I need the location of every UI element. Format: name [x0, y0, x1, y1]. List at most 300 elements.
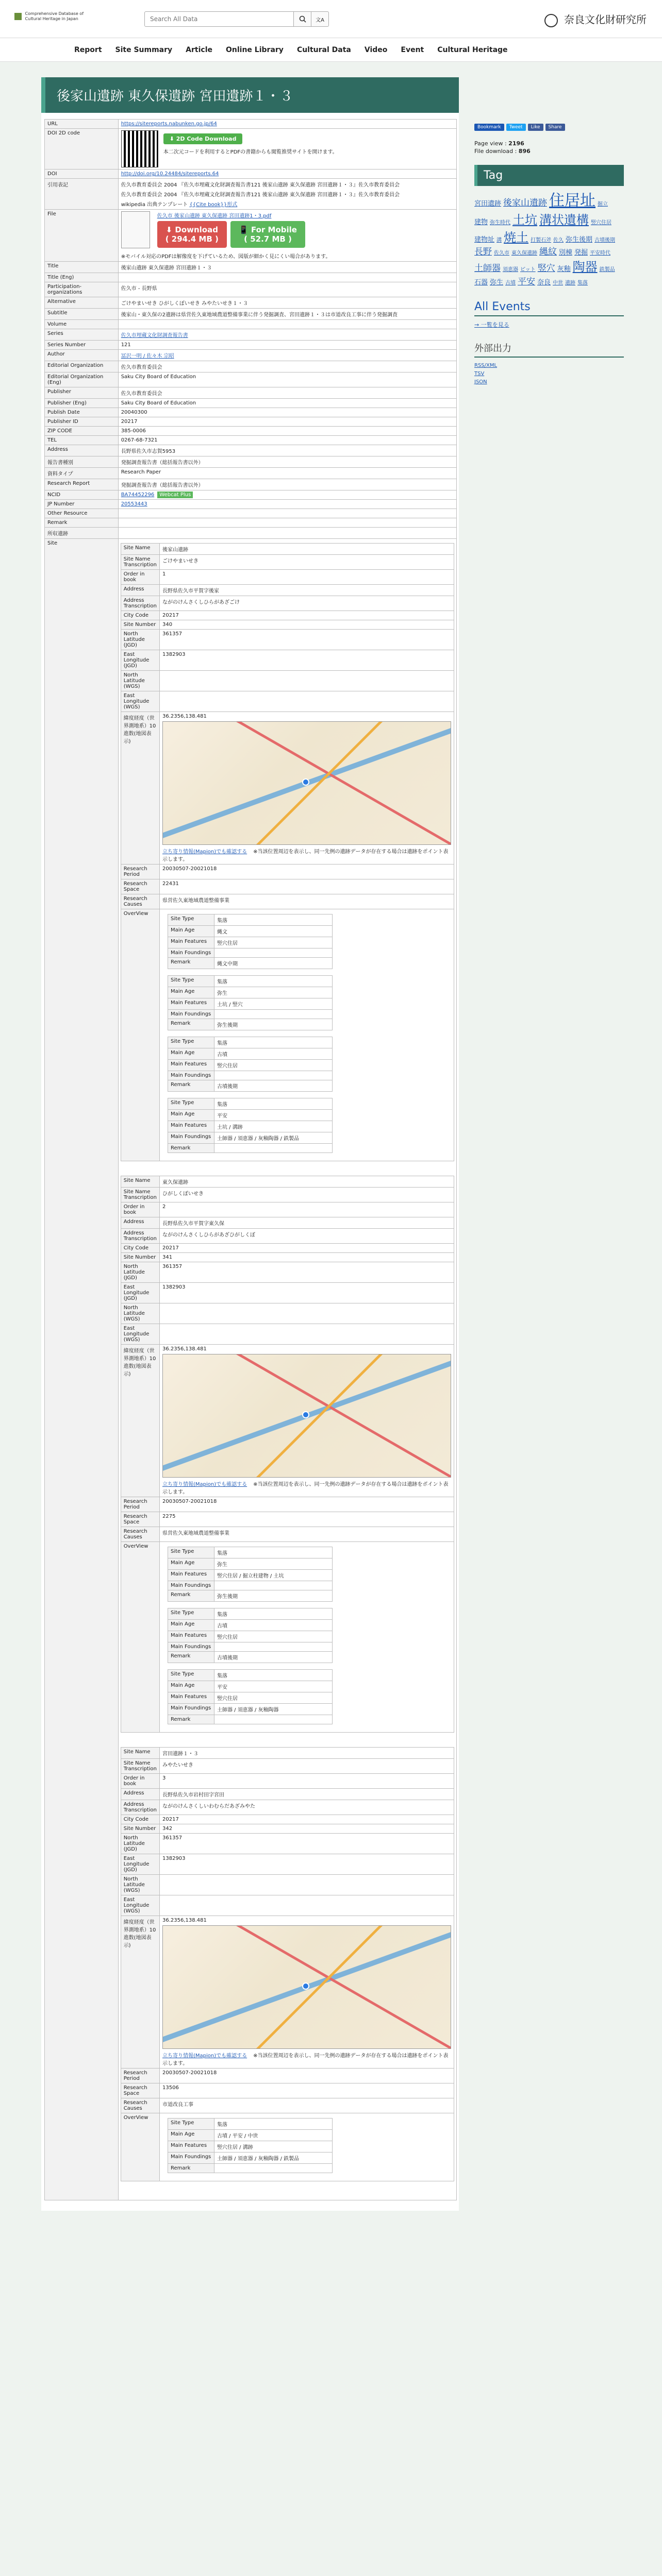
site-field-row — [121, 1875, 454, 1895]
meta-row — [45, 468, 457, 479]
tag-link[interactable]: 鉄製品 — [599, 266, 615, 273]
search-icon — [299, 15, 306, 23]
meta-key: Subtitle — [45, 309, 119, 320]
site-field-key: East Longitude (WGS) — [121, 691, 159, 712]
mobile-label: For Mobile — [251, 225, 297, 234]
site-field-row — [168, 926, 333, 937]
map-note: ※当該位置周辺を表示し、同一先例の遺跡データが存在する場合は遺跡をポイント表示します。 — [162, 2053, 449, 2066]
site-field-row — [168, 1110, 333, 1121]
site-field-key: Main Foundings — [168, 1132, 214, 1144]
site-field-key: Site Type — [168, 1547, 214, 1558]
wikipedia-template-link[interactable]: {{Cite book}}形式 — [189, 202, 238, 208]
site-logo-line2: Cultural Heritage in Japan — [25, 16, 78, 21]
tag-link[interactable]: 別棟 — [559, 249, 573, 257]
site-logo[interactable] — [14, 11, 84, 22]
meta-key: 所収遺跡 — [45, 528, 119, 539]
language-icon: 文A — [316, 17, 324, 23]
page-view-stat — [474, 140, 624, 147]
site-field-key: Site Name Transcription — [121, 555, 159, 570]
site-field-key: Main Foundings — [168, 1581, 214, 1590]
site-field-value: 集落 — [214, 976, 333, 987]
events-list-link[interactable]: → 一覧を見る — [474, 321, 509, 329]
site-field-key: Remark — [168, 1590, 214, 1602]
site-field-key: Address — [121, 1789, 159, 1800]
site-field-key: North Latitude (WGS) — [121, 1875, 159, 1895]
site-field-row — [121, 894, 454, 909]
site-field-value: 竪穴住居 — [214, 1060, 333, 1071]
site-field-key: Main Foundings — [168, 1704, 214, 1715]
site-field-value: みやたいせき — [160, 1759, 454, 1774]
download-button[interactable] — [157, 221, 227, 248]
site-field-row — [168, 1037, 333, 1048]
site-field-value: 1382903 — [160, 650, 454, 671]
file-download-stat — [474, 148, 624, 155]
site-field-key: Site Name — [121, 1748, 159, 1759]
meta-row-site — [45, 539, 457, 2200]
sns-button-bookmark[interactable]: Bookmark — [474, 124, 504, 131]
site-field-value: ながのけんさくしひらがあざひがしくぼ — [160, 1229, 454, 1244]
tag-link[interactable]: ピット — [520, 266, 536, 273]
search-button[interactable] — [294, 11, 311, 27]
sns-button-like[interactable]: Like — [528, 124, 543, 131]
site-map[interactable] — [162, 1925, 451, 2049]
meta-value: 後家山遺跡 東久保遺跡 宮田遺跡１・３ — [121, 265, 212, 271]
nav-item-site-summary[interactable]: Site Summary — [115, 45, 173, 54]
meta-value-link[interactable]: 20553443 — [121, 501, 147, 507]
map-pin-icon — [302, 1411, 309, 1418]
site-field-value — [214, 1010, 333, 1019]
site-overview-row — [121, 2113, 454, 2181]
meta-row — [45, 350, 457, 361]
meta-row — [45, 309, 457, 320]
site-field-key: OverView — [121, 2113, 159, 2181]
mapion-link[interactable]: 立ち寄り情報(Mapion)でも確認する — [162, 1482, 247, 1487]
pdf-file-link[interactable]: 佐久市 後家山遺跡 東久保遺跡 宮田遺跡1・3.pdf — [157, 213, 272, 219]
nav-item-cultural-heritage[interactable]: Cultural Heritage — [437, 45, 508, 54]
site-field-key: Site Name Transcription — [121, 1188, 159, 1202]
site-field-key: Main Features — [168, 1060, 214, 1071]
site-field-value — [214, 1144, 333, 1153]
meta-row-url — [45, 120, 457, 129]
report-metadata-table — [44, 119, 457, 2200]
institution-name: 奈良文化財研究所 — [564, 13, 647, 26]
site-field-value: 集落 — [214, 1608, 333, 1620]
site-field-row — [121, 1497, 454, 1512]
map-pin-icon — [302, 1982, 309, 1990]
site-field-row — [121, 1217, 454, 1229]
institution-seal-icon — [544, 14, 558, 27]
site-field-row — [121, 1834, 454, 1854]
nav-item-event[interactable]: Event — [401, 45, 424, 54]
meta-key: Publisher ID — [45, 417, 119, 427]
site-field-value: 竪穴住居 / 掘立柱建物 / 土坑 — [214, 1570, 333, 1581]
citation-text-2: 佐久市教育委員会 2004 『佐久市埋蔵文化財調査報告書121 後家山遺跡 東久保遺跡 宮田遺跡１・３』佐久市教育委員会 — [121, 192, 400, 198]
tag-link[interactable]: 弥生時代 — [490, 220, 511, 226]
tag-link[interactable]: 佐久 — [553, 237, 564, 243]
meta-row — [45, 273, 457, 282]
search-input[interactable] — [144, 11, 294, 27]
site-field-key: Remark — [168, 1715, 214, 1724]
meta-value-cell — [118, 436, 456, 445]
meta-value: 121 — [121, 342, 131, 348]
events-heading[interactable]: All Events — [474, 300, 624, 316]
meta-key: DOI 2D code — [45, 129, 119, 170]
site-field-key: Main Foundings — [168, 1010, 214, 1019]
meta-value-link[interactable]: 冨沢一明 / 佐々木 宗昭 — [121, 353, 174, 359]
site-field-row — [121, 1895, 454, 1916]
nav-item-article[interactable]: Article — [186, 45, 212, 54]
site-field-value — [160, 1875, 454, 1895]
site-field-key: Research Space — [121, 2083, 159, 2098]
tag-link[interactable]: 奈良 — [537, 278, 551, 286]
overview-table — [168, 914, 333, 969]
site-field-value: 弥生 — [214, 987, 333, 998]
tag-link[interactable]: 後家山遺跡 — [503, 198, 548, 208]
tag-link[interactable]: 須恵器 — [503, 266, 518, 273]
meta-key: Series Number — [45, 341, 119, 350]
sites-cell — [118, 539, 456, 2200]
site-field-key: Site Number — [121, 1824, 159, 1834]
site-field-row — [121, 1253, 454, 1262]
site-field-key: Main Foundings — [168, 2153, 214, 2164]
site-field-key: Main Age — [168, 1558, 214, 1570]
site-field-value: 2 — [160, 1202, 454, 1217]
site-field-value: 集落 — [214, 1547, 333, 1558]
meta-row-qr — [45, 129, 457, 170]
meta-key: Title (Eng) — [45, 273, 119, 282]
site-map-row — [121, 712, 454, 865]
top-bar — [0, 0, 662, 38]
tag-link[interactable]: 陶器 — [572, 259, 598, 274]
site-field-key: Order in book — [121, 1202, 159, 1217]
meta-value-cell — [118, 518, 456, 528]
site-map[interactable] — [162, 1354, 451, 1478]
site-field-key: Address Transcription — [121, 596, 159, 611]
external-link[interactable]: JSON — [474, 379, 487, 385]
tag-link[interactable]: 弥生後期 — [566, 235, 593, 244]
mobile-icon: 📱 — [239, 225, 251, 234]
site-field-row — [168, 1060, 333, 1071]
site-field-row — [121, 2098, 454, 2113]
tag-link[interactable]: 遺跡 — [565, 280, 576, 286]
site-field-key: North Latitude (JGD) — [121, 1834, 159, 1854]
external-link[interactable]: TSV — [474, 371, 485, 377]
tag-link[interactable]: 佐久市 — [494, 250, 509, 257]
meta-key: Address — [45, 445, 119, 456]
meta-value-cell — [118, 282, 456, 297]
site-field-key: Site Type — [168, 2119, 214, 2130]
site-field-key: Site Name Transcription — [121, 1759, 159, 1774]
meta-row — [45, 341, 457, 350]
meta-key: Alternative — [45, 297, 119, 309]
tag-link[interactable]: 溝 — [496, 237, 502, 243]
meta-value: 0267-68-7321 — [121, 437, 158, 443]
nav-item-cultural-data[interactable]: Cultural Data — [296, 45, 351, 54]
site-field-row — [121, 1759, 454, 1774]
overview-table — [168, 2118, 333, 2173]
qr-code-image — [121, 130, 158, 167]
site-field-value: 竪穴住居 / 溝跡 — [214, 2141, 333, 2153]
site-field-row — [121, 1800, 454, 1815]
site-field-row — [168, 1048, 333, 1060]
tag-link[interactable]: 平安 — [518, 276, 536, 287]
meta-value-cell — [118, 509, 456, 518]
site-field-value: 古墳 — [214, 1620, 333, 1631]
external-output-links — [474, 362, 624, 386]
site-field-value: 宮田遺跡１・３ — [160, 1748, 454, 1759]
site-map-row — [121, 1916, 454, 2069]
site-field-key: 緯度経度（世界測地系）10進数(地図表示) — [121, 712, 159, 865]
tag-link[interactable]: 建物址 — [474, 235, 495, 244]
meta-value-cell — [118, 262, 456, 273]
site-field-row — [168, 1010, 333, 1019]
wikipedia-template-label: wikipedia 出典テンプレート — [121, 202, 188, 208]
site-field-key: Research Period — [121, 1497, 159, 1512]
tag-link[interactable]: 灰釉 — [557, 265, 571, 273]
site-field-key: Remark — [168, 2164, 214, 2173]
tag-link[interactable]: 焼土 — [504, 230, 529, 245]
institution-logo[interactable] — [544, 11, 647, 27]
site-field-key: Address Transcription — [121, 1800, 159, 1815]
site-field-key: Address — [121, 585, 159, 596]
site-field-row — [121, 1303, 454, 1324]
site-field-value: 竪穴住居 — [214, 1692, 333, 1704]
site-field-row — [121, 879, 454, 894]
site-field-value: 長野県佐久市平賀字後家 — [160, 585, 454, 596]
site-field-key: Main Age — [168, 1048, 214, 1060]
meta-row — [45, 361, 457, 372]
overview-table — [168, 975, 333, 1030]
mapion-link[interactable]: 立ち寄り情報(Mapion)でも確認する — [162, 849, 247, 855]
tag-link[interactable]: 発掘 — [574, 249, 588, 257]
meta-value-cell — [118, 417, 456, 427]
meta-key: Other Resource — [45, 509, 119, 518]
meta-value-link[interactable]: BA74452296 — [121, 492, 155, 498]
site-field-key: Site Type — [168, 976, 214, 987]
tag-link[interactable]: 石器 — [474, 278, 488, 286]
tag-link[interactable]: 土坑 — [512, 213, 538, 227]
meta-value-cell — [118, 399, 456, 408]
site-field-value: 竪穴住居 — [214, 937, 333, 948]
meta-key: Participation-organizations — [45, 282, 119, 297]
site-field-value — [160, 691, 454, 712]
site-map[interactable] — [162, 721, 451, 845]
site-field-key: Site Type — [168, 1098, 214, 1110]
site-field-key: Site Type — [168, 1608, 214, 1620]
tag-link[interactable]: 打製石斧 — [531, 237, 552, 243]
report-url-link[interactable]: https://sitereports.nabunken.go.jp/64 — [121, 121, 217, 127]
site-name-row — [121, 1176, 454, 1188]
site-field-value — [214, 2164, 333, 2173]
site-field-row — [168, 914, 333, 926]
site-field-key: City Code — [121, 611, 159, 620]
site-field-row — [168, 1098, 333, 1110]
site-field-row — [168, 1681, 333, 1692]
mapion-link[interactable]: 立ち寄り情報(Mapion)でも確認する — [162, 2053, 247, 2059]
site-field-value — [214, 1715, 333, 1724]
meta-value-link[interactable]: 佐久市埋蔵文化財調査報告書 — [121, 333, 188, 338]
site-field-value — [214, 1071, 333, 1080]
meta-value-cell — [118, 479, 456, 490]
site-field-value: 1382903 — [160, 1854, 454, 1875]
meta-value-cell — [118, 387, 456, 399]
site-field-key: Main Age — [168, 1620, 214, 1631]
meta-row — [45, 479, 457, 490]
meta-key: Title — [45, 262, 119, 273]
site-field-row — [168, 1590, 333, 1602]
main-content — [41, 77, 459, 2211]
site-field-value: ながのけんさくしひらがあざごけ — [160, 596, 454, 611]
tag-link[interactable]: 平安時代 — [590, 250, 611, 257]
site-field-value — [160, 1324, 454, 1345]
site-field-row — [121, 1262, 454, 1283]
site-field-row — [168, 1692, 333, 1704]
file-note: ※モバイル対応のPDFは解像度を下げているため、図版が細かく見にくい場合があります。 — [121, 254, 331, 260]
tag-link[interactable]: 溝状遺構 — [539, 213, 589, 227]
site-field-value: 市道改良工事 — [160, 2098, 454, 2113]
site-field-key: OverView — [121, 1542, 159, 1733]
site-field-row — [168, 2153, 333, 2164]
site-field-value: 1 — [160, 570, 454, 585]
meta-value: 佐久市 - 長野県 — [121, 286, 157, 292]
site-field-row — [121, 865, 454, 879]
overview-table — [168, 1098, 333, 1153]
nav-item-report[interactable]: Report — [74, 45, 102, 54]
site-field-row — [168, 987, 333, 998]
tag-link[interactable]: 古墳後期 — [594, 237, 616, 243]
site-field-row — [168, 1570, 333, 1581]
nav-item-video[interactable]: Video — [364, 45, 388, 54]
site-field-row — [121, 570, 454, 585]
site-field-row — [121, 1789, 454, 1800]
meta-value-cell — [118, 372, 456, 387]
site-field-row — [121, 671, 454, 691]
tag-link[interactable]: 竪穴住居 — [591, 220, 612, 226]
meta-key: Site — [45, 539, 119, 2200]
tag-link[interactable]: 住居址 — [549, 192, 596, 210]
site-field-row — [168, 937, 333, 948]
site-field-row — [121, 1824, 454, 1834]
meta-key: Remark — [45, 518, 119, 528]
tag-link[interactable]: 宮田遺跡 — [474, 200, 502, 208]
site-field-key: Main Features — [168, 998, 214, 1010]
external-link[interactable]: RSS/XML — [474, 363, 498, 369]
site-field-row — [121, 1229, 454, 1244]
map-pin-icon — [302, 778, 309, 786]
site-field-value: 平安 — [214, 1681, 333, 1692]
meta-key: Author — [45, 350, 119, 361]
meta-value-cell — [118, 490, 456, 500]
site-field-row — [168, 1080, 333, 1092]
sns-button-tweet[interactable]: Tweet — [506, 124, 526, 131]
site-field-value: 36.2356,138.481 立ち寄り情報(Mapion)でも確認する ※当該位置周辺を表示し、同一先例の遺跡データが存在する場合は遺跡をポイント表示します。 — [160, 1345, 454, 1497]
tag-link[interactable]: 古墳 — [505, 280, 516, 286]
meta-value: Research Paper — [121, 469, 161, 475]
site-field-row — [168, 1608, 333, 1620]
meta-extra-badge[interactable]: Webcat Plus — [157, 492, 193, 498]
site-field-row — [121, 1244, 454, 1253]
site-field-value — [160, 1303, 454, 1324]
citation-text: 佐久市教育委員会 2004 『佐久市埋蔵文化財調査報告書121 後家山遺跡 東久保遺跡 宮田遺跡１・３』佐久市教育委員会 — [121, 182, 400, 188]
site-field-row — [121, 1815, 454, 1824]
doi-link[interactable]: http://doi.org/10.24484/sitereports.64 — [121, 171, 219, 177]
site-field-value — [160, 671, 454, 691]
mobile-download-button[interactable] — [230, 221, 305, 248]
external-output-heading: 外部出力 — [474, 341, 624, 358]
meta-value-cell — [118, 528, 456, 539]
meta-row-file — [45, 210, 457, 262]
site-field-key: Research Causes — [121, 1527, 159, 1542]
site-field-row — [121, 630, 454, 650]
meta-value-cell — [118, 408, 456, 417]
site-field-row — [168, 1620, 333, 1631]
site-field-key: Research Period — [121, 2069, 159, 2083]
site-field-key: City Code — [121, 1815, 159, 1824]
site-field-value — [214, 948, 333, 958]
site-field-value: 縄文 — [214, 926, 333, 937]
site-field-key: Remark — [168, 1652, 214, 1663]
meta-row — [45, 518, 457, 528]
meta-row — [45, 282, 457, 297]
site-field-value: 20217 — [160, 1244, 454, 1253]
tag-link[interactable]: 弥生 — [490, 278, 504, 286]
tag-link[interactable]: 土師器 — [474, 263, 501, 274]
download-label: Download — [175, 225, 218, 234]
tag-link[interactable]: 掘立 — [598, 201, 608, 207]
pdf-thumbnail[interactable] — [121, 211, 150, 248]
site-field-key: Site Number — [121, 620, 159, 630]
tag-link[interactable]: 竪穴 — [537, 263, 555, 274]
site-field-key: Remark — [168, 1019, 214, 1030]
site-field-value: 13506 — [160, 2083, 454, 2098]
site-logo-mark — [14, 13, 22, 20]
site-field-key: Main Age — [168, 1681, 214, 1692]
meta-key: Publisher (Eng) — [45, 399, 119, 408]
tag-link[interactable]: 集落 — [577, 280, 588, 286]
meta-key: Publish Date — [45, 408, 119, 417]
tag-link[interactable]: 建物 — [474, 218, 488, 226]
tag-cloud — [474, 190, 624, 288]
site-field-key: Main Features — [168, 937, 214, 948]
site-field-key: Research Space — [121, 879, 159, 894]
site-field-row — [121, 555, 454, 570]
meta-value: ごけやまいせき ひがしくぼいせき みやたいせき１・３ — [121, 301, 249, 307]
site-field-key: Site Name — [121, 1176, 159, 1188]
qr-download-button[interactable]: ⬇ 2D Code Download — [163, 133, 243, 144]
meta-value-cell — [118, 468, 456, 479]
site-field-row — [168, 1631, 333, 1642]
meta-key: File — [45, 210, 119, 262]
tag-link[interactable]: 長野 — [474, 247, 492, 258]
overview-table — [168, 1037, 333, 1092]
meta-value: Saku City Board of Education — [121, 374, 196, 380]
tag-link[interactable]: 東久保遺跡 — [511, 250, 537, 257]
sns-button-share[interactable]: Share — [545, 124, 565, 131]
sidebar — [474, 124, 624, 386]
site-field-row — [168, 2141, 333, 2153]
meta-row — [45, 445, 457, 456]
nav-item-online-library[interactable]: Online Library — [226, 45, 284, 54]
site-field-row — [121, 611, 454, 620]
site-field-key: East Longitude (JGD) — [121, 650, 159, 671]
tag-link[interactable]: 中世 — [553, 280, 564, 286]
site-field-row — [168, 1132, 333, 1144]
tag-link[interactable]: 縄紋 — [539, 247, 557, 258]
site-field-value — [214, 1642, 333, 1652]
site-field-value: 県営佐久東地域農道整備事業 — [160, 894, 454, 909]
meta-value-cell — [118, 500, 456, 509]
language-button[interactable] — [311, 11, 329, 27]
